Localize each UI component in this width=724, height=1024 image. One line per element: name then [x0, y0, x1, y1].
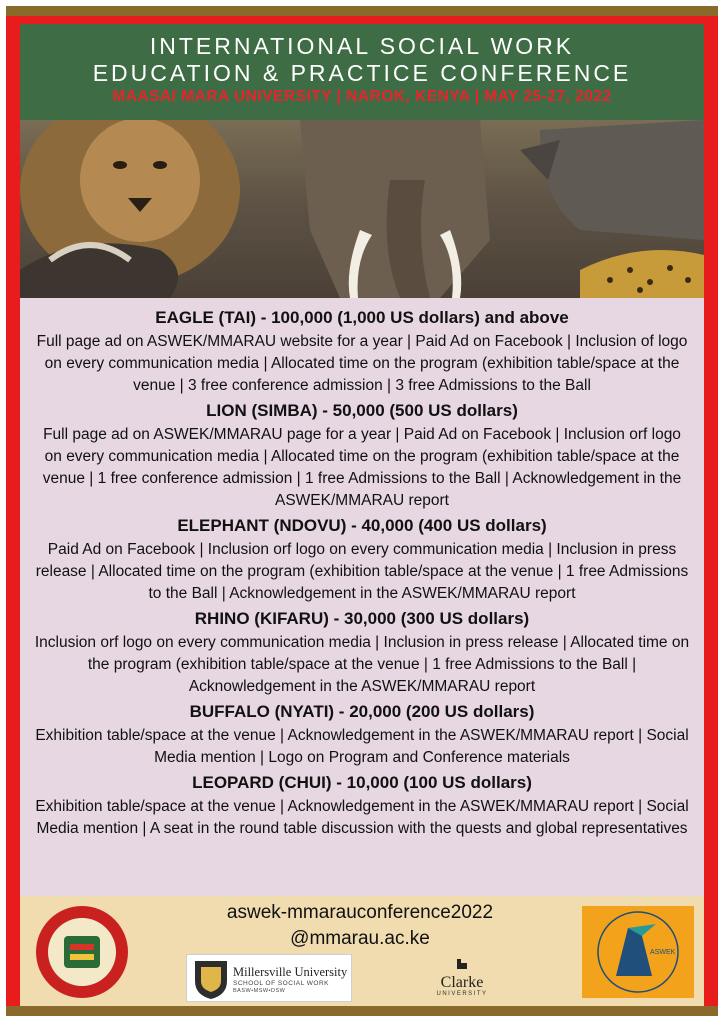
- wildlife-banner-image: [20, 120, 704, 298]
- millersville-name: Millersville University: [233, 965, 348, 979]
- buffalo: [20, 243, 178, 298]
- title-line-1: INTERNATIONAL SOCIAL WORK: [149, 33, 575, 59]
- wildlife-illustration: [20, 120, 704, 298]
- poster-frame: [6, 6, 718, 1016]
- millersville-degrees: BASW•MSW•DSW: [233, 988, 286, 994]
- tier-buffalo-description: Exhibition table/space at the venue | Acknowledgement in the ASWEK/MMARAU report | Social Media mention | Logo on Program and Conference materials: [35, 727, 689, 766]
- tier-lion-title: LION (SIMBA) - 50,000 (500 US dollars): [206, 401, 518, 420]
- tier-buffalo-title: BUFFALO (NYATI) - 20,000 (200 US dollars): [189, 702, 535, 721]
- aswek-emblem-icon: [582, 906, 694, 998]
- clarke-university-logo: [430, 954, 494, 1002]
- lion-face: [80, 120, 200, 242]
- clarke-mark-icon: [455, 957, 469, 971]
- sponsorship-tiers: [20, 298, 704, 900]
- tier-elephant-description: Paid Ad on Facebook | Inclusion orf logo on every communication media | Inclusion in press release | Allocated time on the program (exhibition table/space at the venue | 1 free Admissions to the Ball | Acknowledgement in the ASWEK/MMARAU report: [35, 541, 689, 602]
- clarke-sub: UNIVERSITY: [436, 991, 488, 997]
- tier-lion-description: Full page ad on ASWEK/MMARAU page for a year | Paid Ad on Facebook | Inclusion orf logo on every communication media | Allocated time on the program (exhibition table/space at the venue | 1 free conference admission | 1 free Admissions to the Ball | Acknowledgement in the ASWEK/MMARAU report: [42, 426, 682, 509]
- conference-email[interactable]: [210, 900, 510, 952]
- tier-rhino-title: RHINO (KIFARU) - 30,000 (300 US dollars): [194, 609, 530, 628]
- aswek-logo: [582, 906, 694, 998]
- title-line-2: EDUCATION & PRACTICE CONFERENCE: [92, 60, 632, 86]
- tier-eagle-description: Full page ad on ASWEK/MMARAU website for a year | Paid Ad on Facebook | Inclusion of logo on every communication media | Allocated time on the program (exhibition table/space at the venue | 3 free conference admission | 3 free Admissions to the Ball: [36, 333, 688, 394]
- clarke-name: Clarke: [440, 974, 484, 991]
- email-line-1: aswek-mmarauconference2022: [226, 902, 494, 923]
- millersville-crest-icon: [191, 957, 231, 1001]
- maasai-mara-university-logo: [34, 904, 130, 1000]
- aswek-label: ASWEK: [650, 949, 676, 956]
- tier-eagle-title: EAGLE (TAI) - 100,000 (1,000 US dollars) and above: [155, 308, 569, 327]
- tier-elephant-title: ELEPHANT (NDOVU) - 40,000 (400 US dollars): [177, 516, 547, 535]
- poster-inner: [20, 24, 704, 1006]
- rhino: [540, 120, 704, 240]
- tier-rhino-description: Inclusion orf logo on every communication media | Inclusion in press release | Allocated time on the program (exhibition table/space at the venue | 1 free Admissions to the Ball | Acknowledgement in the ASWEK/MMARAU report: [34, 634, 690, 695]
- email-line-2: @mmarau.ac.ke: [290, 928, 430, 949]
- header-banner: [20, 24, 704, 120]
- event-subtitle: MAASAI MARA UNIVERSITY | NAROK, KENYA | MAY 25-27, 2022: [112, 88, 612, 105]
- millersville-university-logo: [186, 954, 352, 1002]
- footer-logos: [20, 896, 704, 1006]
- tier-leopard-title: LEOPARD (CHUI) - 10,000 (100 US dollars): [192, 773, 532, 792]
- tier-leopard-description: Exhibition table/space at the venue | Acknowledgement in the ASWEK/MMARAU report | Social Media mention | A seat in the round table discussion with the quests and global representatives: [35, 798, 689, 837]
- millersville-school: SCHOOL OF SOCIAL WORK: [233, 980, 329, 987]
